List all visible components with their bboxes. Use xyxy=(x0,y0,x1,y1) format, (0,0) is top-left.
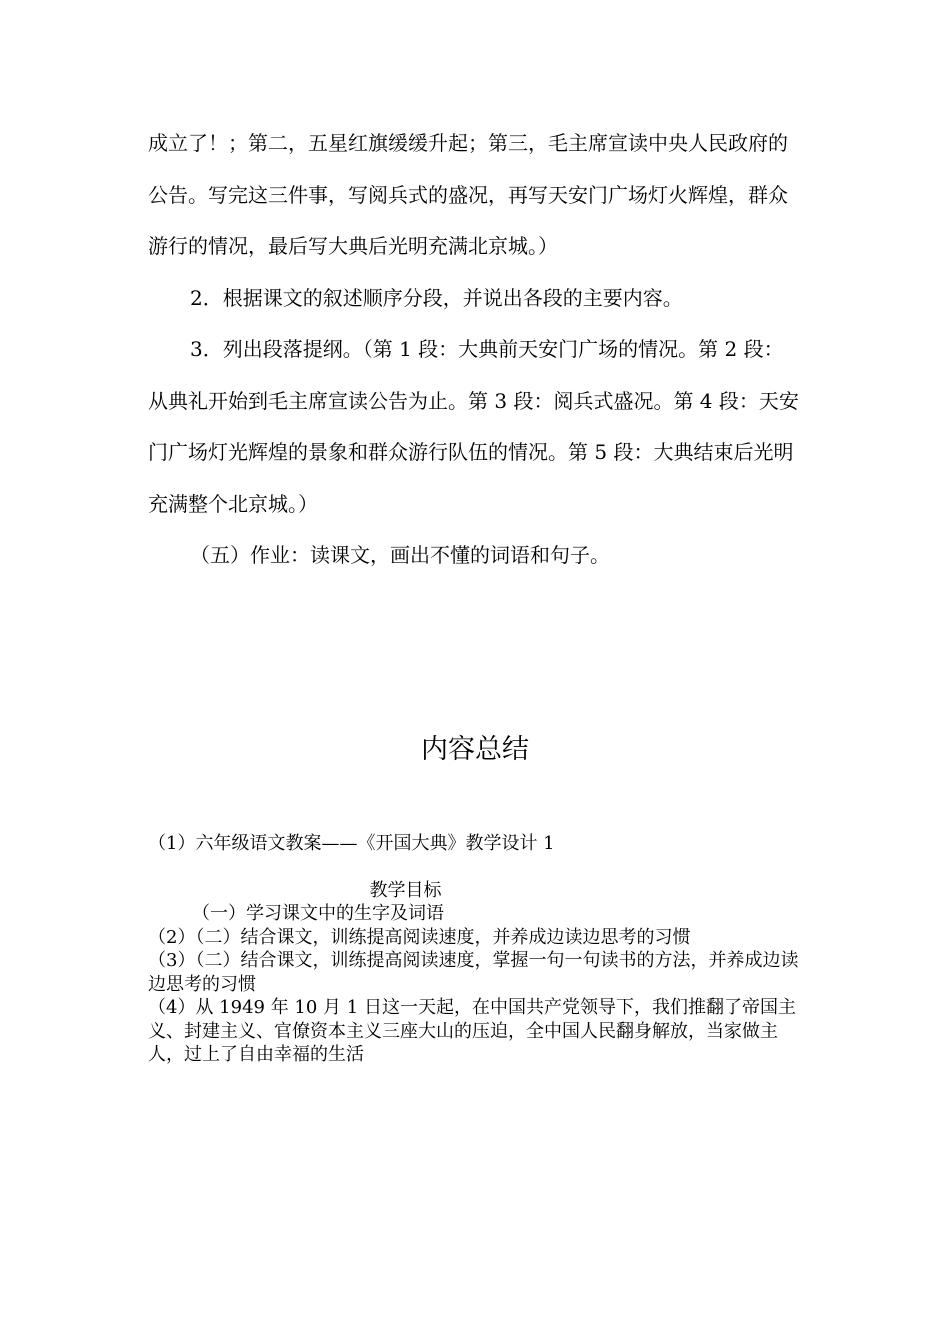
summary-title: 内容总结 xyxy=(421,734,529,765)
paragraph-task-2: 2．根据课文的叙述顺序分段，并说出各段的主要内容。 xyxy=(190,285,683,310)
lesson-body xyxy=(148,118,803,582)
summary-item-4: （4）从 1949 年 10 月 1 日这一天起，在中国共产党领导下，我们推翻了帝国主义、封建主义、官僚资本主义三座大山的压迫，全中国人民翻身解放，当家做主人，过上了自由幸福的生活 xyxy=(148,997,796,1065)
paragraph-task-3: 3．列出段落提纲。（第 1 段：大典前天安门广场的情况。第 2 段：从典礼开始到毛主席宣读公告为止。第 3 段：阅兵式盛况。第 4 段：天安门广场灯光辉煌的景象和群众游行队伍的情况。第 5 段：大典结束后光明充满整个北京城。） xyxy=(148,337,799,516)
summary-goal-1: （一）学习课文中的生字及词语 xyxy=(192,903,444,924)
summary-item-1: （1）六年级语文教案——《开国大典》教学设计 1 xyxy=(148,833,555,854)
paragraph-homework: （五）作业：读课文，画出不懂的词语和句子。 xyxy=(190,543,610,567)
summary-heading-goals: 教学目标 xyxy=(369,879,442,901)
paragraph-structure-notes: 成立了！；第二，五星红旗缓缓升起；第三，毛主席宣读中央人民政府的公告。写完这三件事，写阅兵式的盛况，再写天安门广场灯火辉煌，群众游行的情况，最后写大典后光明充满北京城。） xyxy=(148,131,788,258)
summary-item-3: （3）（二）结合课文，训练提高阅读速度，掌握一句一句读书的方法，并养成边读边思考的习惯 xyxy=(148,950,799,995)
summary-section xyxy=(148,832,803,1067)
summary-item-2: （2）（二）结合课文，训练提高阅读速度，并养成边读边思考的习惯 xyxy=(148,926,691,948)
